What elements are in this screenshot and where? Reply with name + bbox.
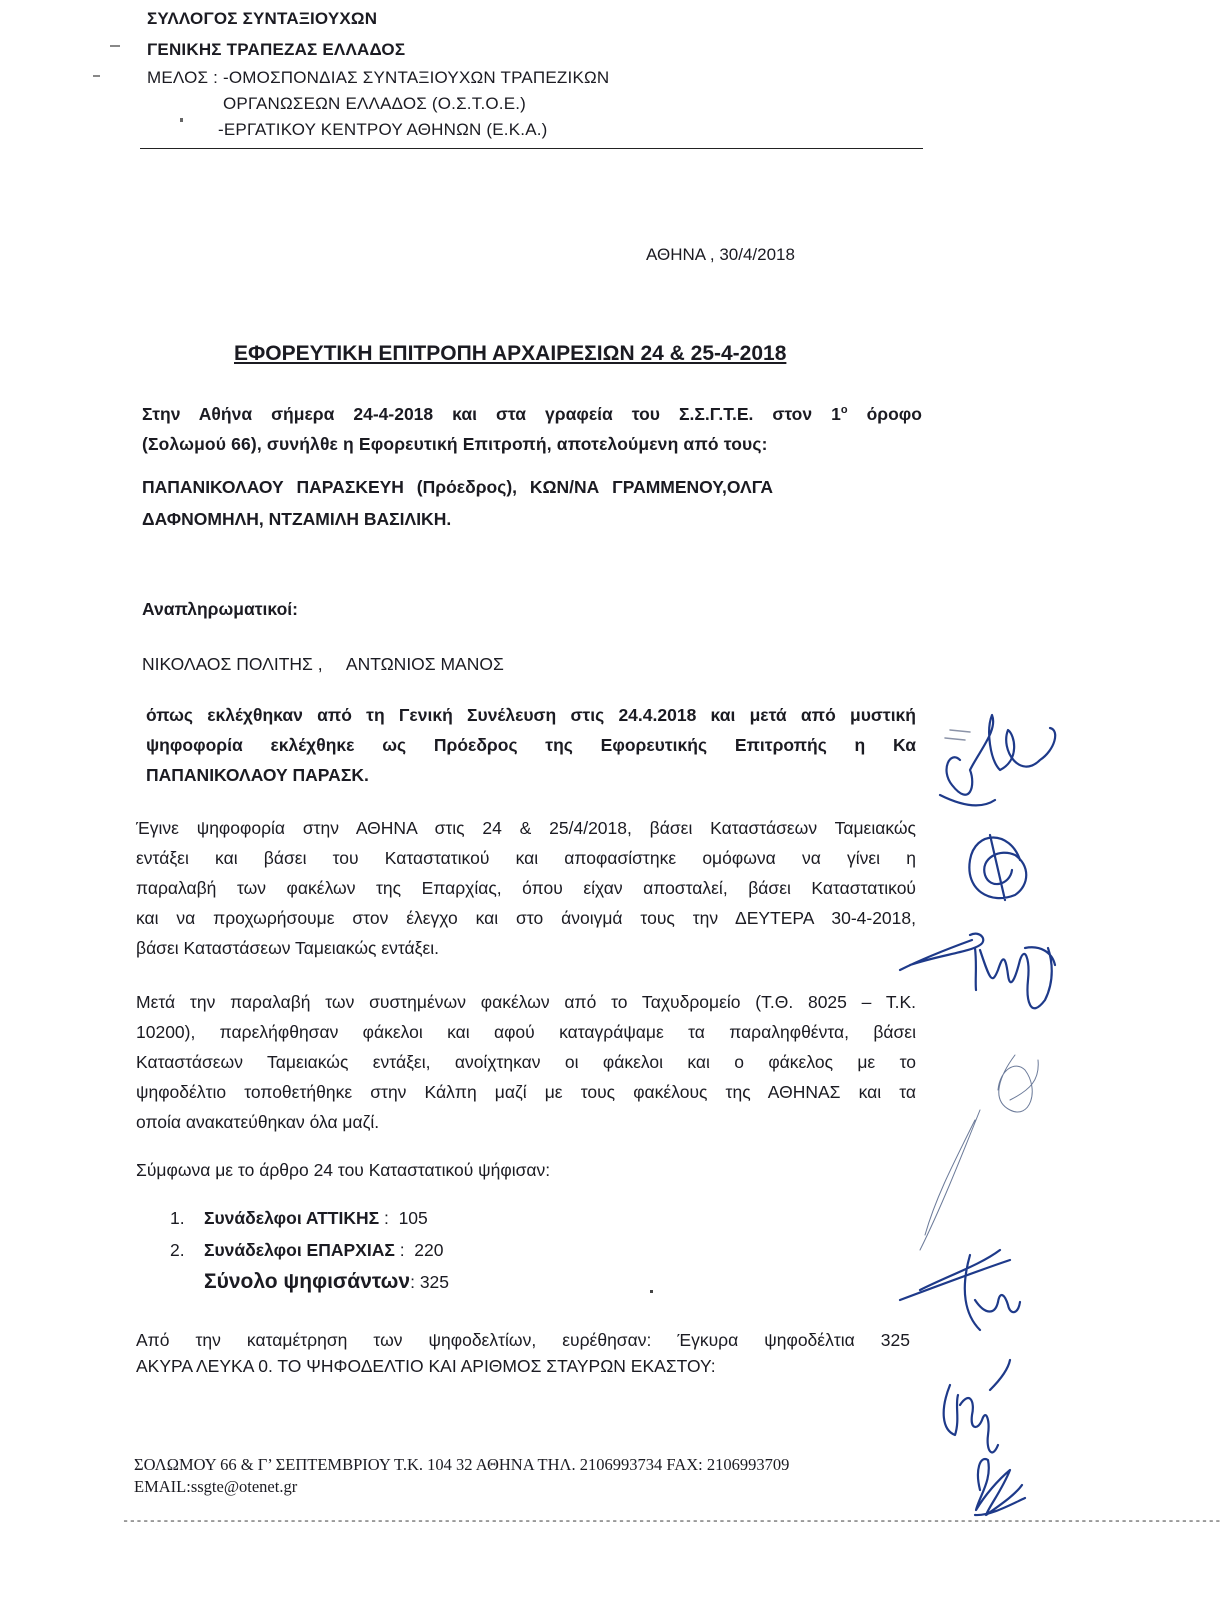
letterhead-line-1: ΣΥΛΛΟΓΟΣ ΣΥΝΤΑΞΙΟΥΧΩΝ: [147, 9, 378, 28]
scan-mark: [650, 1290, 653, 1293]
vote-item-attica: [170, 1208, 428, 1229]
total-value: 325: [419, 1272, 450, 1292]
signature-6: [944, 1360, 1010, 1452]
receipt-line-4: ψηφοδέλτιο τοποθετήθηκε στην Κάλπη μαζί με τους φακέλους της ΑΘΗΝΑΣ και τα: [136, 1082, 916, 1102]
signature-7: [975, 1459, 1025, 1515]
footer-dashed-rule: --------------------------------------------------------------------------------------------------------------------------------------------------------------------: [122, 1514, 1221, 1528]
letterhead-line-3: ΜΕΛΟΣ : -ΟΜΟΣΠΟΝΔΙΑΣ ΣΥΝΤΑΞΙΟΥΧΩΝ ΤΡΑΠΕΖΙΚΩΝ: [147, 68, 610, 87]
scan-mark: [180, 118, 183, 122]
elected-paragraph: [146, 700, 916, 790]
vote-item-number: 2.: [170, 1240, 185, 1260]
elected-line-3: ΠΑΠΑΝΙΚΟΛΑΟΥ ΠΑΡΑΣΚ.: [146, 765, 369, 785]
signature-1: [940, 715, 1055, 805]
elected-line-1: όπως εκλέχθηκαν από τη Γενική Συνέλευση στις 24.4.2018 και μετά από μυστική: [146, 705, 916, 725]
receipt-line-1: Μετά την παραλαβή των συστημένων φακέλων από το Ταχυδρομείο (Τ.Θ. 8025 – Τ.Κ.: [136, 992, 916, 1012]
signatures-image: [880, 690, 1100, 1540]
total-separator: :: [410, 1272, 420, 1292]
count-line-1: Από την καταμέτρηση των ψηφοδελτίων, ευρέθησαν: Έγκυρα ψηφοδέλτια 325: [136, 1330, 910, 1350]
scan-mark: [110, 45, 120, 47]
count-paragraph: [136, 1325, 910, 1381]
vote-item-label: Συνάδελφοι ΑΤΤΙΚΗΣ: [204, 1208, 380, 1228]
scan-mark: [93, 75, 100, 77]
signature-2: [969, 835, 1026, 900]
voting-paragraph: [136, 813, 916, 963]
vote-item-number: 1.: [170, 1208, 185, 1228]
document-title: ΕΦΟΡΕΥΤΙΚΗ ΕΠΙΤΡΟΠΗ ΑΡΧΑΙΡΕΣΙΩΝ 24 & 25-4-2018: [234, 342, 787, 365]
receipt-line-2: 10200), παρελήφθησαν φάκελοι και αφού καταγράψαμε τα παραληφθέντα, βάσει: [136, 1022, 916, 1042]
vote-item-label: Συνάδελφοι ΕΠΑΡΧΙΑΣ: [204, 1240, 395, 1260]
receipt-paragraph: [136, 987, 916, 1137]
receipt-line-5: οποία ανακατεύθηκαν όλα μαζί.: [136, 1112, 380, 1132]
receipt-line-3: Καταστάσεων Ταμειακώς εντάξει, ανοίχτηκαν οι φάκελοι και ο φάκελος με το: [136, 1052, 916, 1072]
alternates-names: ΝΙΚΟΛΑΟΣ ΠΟΛΙΤΗΣ , ΑΝΤΩΝΙΟΣ ΜΑΝΟΣ: [142, 654, 504, 674]
elected-line-2: ψηφοφορία εκλέχθηκε ως Πρόεδρος της Εφορευτικής Επιτροπής η Κα: [146, 735, 916, 755]
total-voters: [204, 1270, 449, 1294]
members-line-1: ΠΑΠΑΝΙΚΟΛΑΟΥ ΠΑΡΑΣΚΕΥΗ (Πρόεδρος), ΚΩΝ/ΝΑ ΓΡΑΜΜΕΝΟΥ,ΟΛΓΑ: [142, 477, 773, 497]
voting-line-5: βάσει Καταστάσεων Ταμειακώς εντάξει.: [136, 938, 440, 958]
intro-paragraph: [142, 395, 922, 459]
members-line-2: ΔΑΦΝΟΜΗΛΗ, ΝΤΖΑΜΙΛΗ ΒΑΣΙΛΙΚΗ.: [142, 509, 452, 529]
signature-1-dot: [945, 730, 970, 740]
document-date: ΑΘΗΝΑ , 30/4/2018: [646, 245, 795, 264]
intro-line-1: Στην Αθήνα σήμερα 24-4-2018 και στα γραφεία του Σ.Σ.Γ.Τ.Ε. στον $1^o$ όροφο: [142, 403, 922, 424]
vote-item-value: 105: [398, 1208, 428, 1228]
vote-item-province: [170, 1240, 444, 1261]
count-line-2: ΑΚΥΡΑ ΛΕΥΚΑ 0. ΤΟ ΨΗΦΟΔΕΛΤΙΟ ΚΑΙ ΑΡΙΘΜΟΣ ΣΤΑΥΡΩΝ ΕΚΑΣΤΟΥ:: [136, 1356, 716, 1376]
letterhead-rule: [140, 148, 923, 149]
letterhead-line-4: ΟΡΓΑΝΩΣΕΩΝ ΕΛΛΑΔΟΣ (Ο.Σ.Τ.Ο.Ε.): [223, 94, 527, 113]
voting-line-1: Έγινε ψηφοφορία στην ΑΘΗΝΑ στις 24 & 25/4/2018, βάσει Καταστάσεων Ταμειακώς: [136, 818, 916, 838]
vote-item-separator: :: [394, 1240, 415, 1260]
signature-3: [900, 934, 1055, 1009]
total-label: Σύνολο ψηφισάντων: [204, 1270, 411, 1293]
vote-item-separator: :: [379, 1208, 399, 1228]
voting-line-2: εντάξει και βάσει του Καταστατικού και αποφασίστηκε ομόφωνα να γίνει η: [136, 848, 916, 868]
alternates-label: Αναπληρωματικοί:: [142, 599, 298, 619]
members-paragraph: [142, 472, 922, 534]
voting-line-3: παραλαβή των φακέλων της Επαρχίας, όπου είχαν αποσταλεί, βάσει Καταστατικού: [136, 878, 916, 898]
letterhead-line-2: ΓΕΝΙΚΗΣ ΤΡΑΠΕΖΑΣ ΕΛΛΑΔΟΣ: [147, 40, 406, 59]
vote-item-value: 220: [414, 1240, 444, 1260]
letterhead-line-5: -ΕΡΓΑΤΙΚΟΥ ΚΕΝΤΡΟΥ ΑΘΗΝΩΝ (Ε.Κ.Α.): [218, 120, 548, 139]
signature-4-faint: [920, 1055, 1038, 1250]
footer-address: ΣΟΛΩΜΟΥ 66 & Γ’ ΣΕΠΤΕΜΒΡΙΟΥ Τ.Κ. 104 32 ΑΘΗΝΑ ΤΗΛ. 2106993734 FAX: 2106993709: [134, 1455, 790, 1474]
article-line: Σύμφωνα με το άρθρο 24 του Καταστατικού ψήφισαν:: [136, 1160, 551, 1180]
voting-line-4: και να προχωρήσουμε στον έλεγχο και στο άνοιγμά τους την ΔΕΥΤΕΡΑ 30-4-2018,: [136, 908, 916, 928]
signature-5: [900, 1250, 1020, 1330]
intro-line-2: (Σολωμού 66), συνήλθε η Εφορευτική Επιτροπή, αποτελούμενη από τους:: [142, 433, 768, 454]
footer-email: EMAIL:ssgte@otenet.gr: [134, 1477, 298, 1496]
